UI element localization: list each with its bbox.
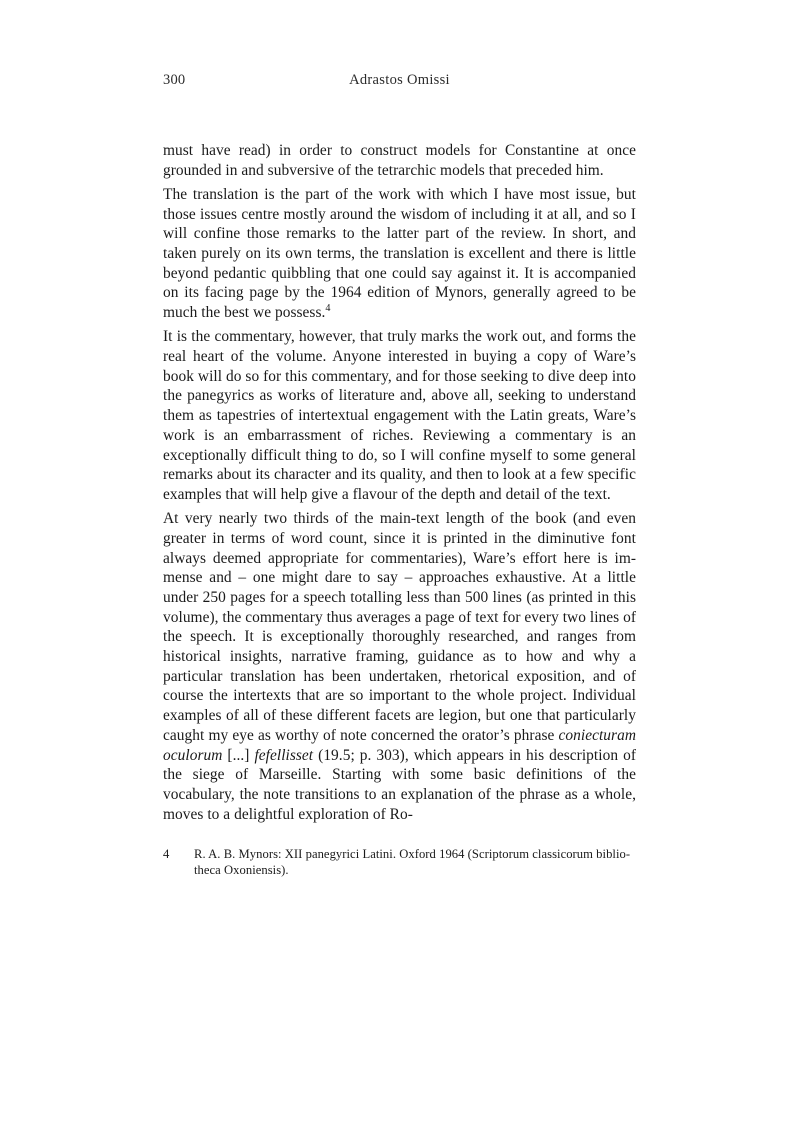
paragraph bbox=[163, 509, 636, 824]
page-number: 300 bbox=[163, 72, 186, 88]
footnote-reference[interactable]: 4 bbox=[325, 303, 331, 314]
text-run: (19.5; p. 303), which appears in his description of the siege of Marseille. Starting with some basic definitions of the vocabulary, the note transitions to an explanation of the phrase as a whole, moves to a delightful exploration of Ro- bbox=[163, 746, 636, 823]
running-title: Adrastos Omissi bbox=[349, 72, 450, 88]
italic-phrase: coniecturam oculorum bbox=[163, 726, 636, 764]
footnote-text: R. A. B. Mynors: XII panegyrici Latini. Oxford 1964 (Scriptorum classicorum bibliotheca Oxoniensis). bbox=[194, 847, 631, 878]
paragraph bbox=[163, 327, 636, 504]
italic-phrase: fefellisset bbox=[254, 746, 314, 764]
text-run: must have read) in order to construct models for Constantine at once grounded in and subversive of the tetrarchic models that preceded him. bbox=[163, 142, 636, 179]
footnote-number: 4 bbox=[163, 847, 170, 861]
running-head bbox=[163, 70, 636, 90]
main-text-block bbox=[163, 141, 636, 824]
paragraph bbox=[163, 141, 636, 180]
text-run: At very nearly two thirds of the main-text length of the book (and even greater in terms of word count, since it is printed in the diminutive font always deemed appropriate for commentaries), Ware’s effort here is immense and – one might dare to say – approaches exhaustive. At a little under 250 pages for a speech totalling less than 500 lines (as printed in this volume), the commentary thus averages a page of text for every two lines of the speech. It is exceptionally thoroughly researched, and ranges from historical insights, narrative framing, guidance as to how and why a particular translation has been undertaken, rhetorical exposition, and of course the intertexts that are so important to the whole project. Individual examples of all of these different facets are legion, but one that particularly caught my eye as worthy of note concerned the orator’s phrase bbox=[163, 510, 636, 744]
footnote-entry bbox=[163, 846, 636, 879]
text-run: It is the commentary, however, that truly marks the work out, and forms the real heart of the volume. Anyone interested in buying a copy of Ware’s book will do so for this commentary, and for those seeking to dive deep into the panegyrics as works of literature and, above all, seeking to understand them as tapestries of intertextual engagement with the Latin greats, Ware’s work is an embarrassment of riches. Reviewing a commentary is an exceptionally difficult thing to do, so I will confine myself to some general remarks about its character and its quality, and then to look at a few specific examples that will help give a flavour of the depth and detail of the text. bbox=[163, 328, 636, 503]
paragraph bbox=[163, 185, 636, 323]
footnote-area bbox=[163, 846, 636, 879]
text-run: The translation is the part of the work with which I have most issue, but those issues centre mostly around the wisdom of including it at all, and so I will confine those remarks to the latter part of the review. In short, and taken purely on its own terms, the translation is excellent and there is little beyond pedantic quibbling that one could say against it. It is accompanied on its facing page by the 1964 edition of Mynors, generally agreed to be much the best we possess. bbox=[163, 185, 636, 322]
text-run: [...] bbox=[222, 746, 255, 764]
